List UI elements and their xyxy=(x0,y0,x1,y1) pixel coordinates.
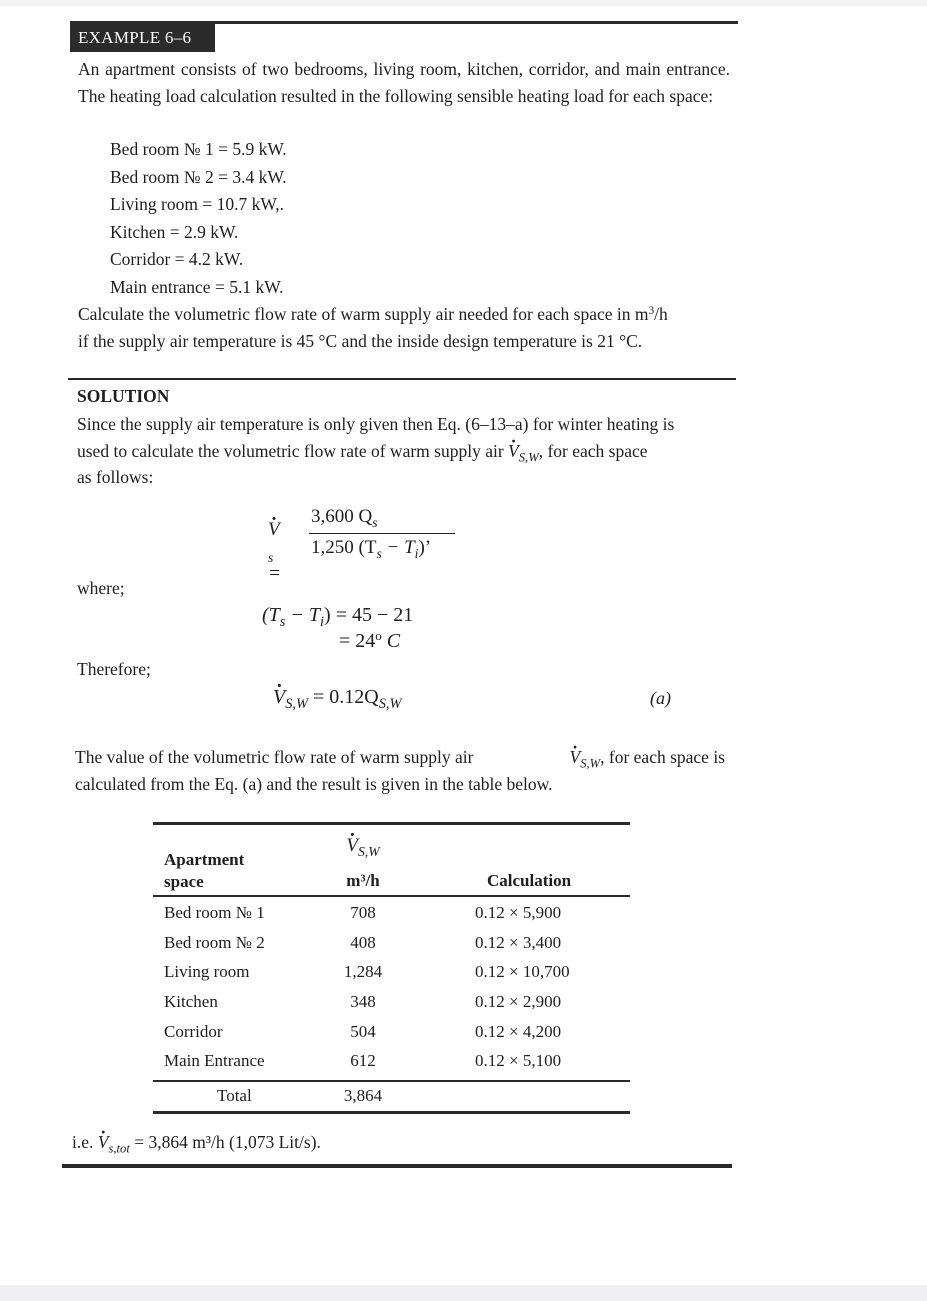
cell-space: Main Entrance xyxy=(164,1051,265,1071)
page-bottom-edge xyxy=(0,1285,927,1301)
cell-calculation: 0.12 × 2,900 xyxy=(475,992,562,1012)
table-row xyxy=(153,958,630,988)
header-calculation: Calculation xyxy=(487,871,572,890)
load-item: Living room = 10.7 kW,. xyxy=(110,194,285,214)
cell-flow: 1,284 xyxy=(343,962,383,982)
header-space: Apartment space xyxy=(164,850,245,891)
bottom-rule xyxy=(62,1164,732,1168)
load-item: Main entrance = 5.1 kW. xyxy=(110,276,284,297)
table-row xyxy=(153,1018,630,1048)
page-top-edge xyxy=(0,0,927,6)
table-header xyxy=(153,825,630,895)
table-body xyxy=(153,897,630,1077)
result-text: The value of the volumetric flow rate of warm supply air · $V_{S,W}$, for each space is calculated from the Eq. (a) and the result is given in the table below. xyxy=(75,744,725,797)
load-item: Bed room № 2 = 3.4 kW. xyxy=(110,166,287,187)
cell-space: Living room xyxy=(164,962,250,982)
example-question: Calculate the volumetric flow rate of warm supply air needed for each space in $m^3/h$ if the supply air temperature is 45 °C and the inside design temperature is 21 °C. xyxy=(78,304,668,351)
where-label: where; xyxy=(77,578,125,598)
load-item: Bed room № 1 = 5.9 kW. xyxy=(110,139,287,159)
header-flow-symbol: · $V_{S,W}$ xyxy=(341,835,385,857)
load-list xyxy=(110,136,510,300)
cell-space: Bed room № 2 xyxy=(164,932,265,952)
equation-3: · $V_{S,W} = 0.12Q_{S,W}$ xyxy=(273,684,402,710)
equation-2: $(T_s - T_i) = 45 - 21$ = $24^o$ C xyxy=(262,604,414,652)
example-intro: An apartment consists of two bedrooms, living room, kitchen, corridor, and main entrance. The heating load calculation resulted in the following sensible heating load for each space: xyxy=(78,59,730,106)
cell-calculation: 0.12 × 3,400 xyxy=(475,932,562,952)
solution-text: Since the supply air temperature is only given then Eq. (6–13–a) for winter heating is used to calculate the volumetric flow rate of warm supply air · $V_{S,W}$, for each space as follows: xyxy=(77,411,727,491)
fraction-bar xyxy=(309,533,455,534)
equation-tag: (a) xyxy=(650,688,671,708)
cell-flow: 408 xyxy=(350,932,376,952)
cell-calculation: 0.12 × 5,900 xyxy=(475,903,562,922)
example-label: EXAMPLE 6–6 xyxy=(70,24,215,52)
table-total-row xyxy=(153,1082,630,1111)
table-row xyxy=(153,988,630,1018)
table-row xyxy=(153,1047,630,1077)
total-label: Total xyxy=(217,1086,252,1106)
solution-heading: SOLUTION xyxy=(77,386,170,406)
table-row xyxy=(153,899,630,929)
therefore-label: Therefore; xyxy=(77,659,151,679)
header-flow-unit: m³/h xyxy=(346,871,380,890)
conclusion: i.e. · $V_{s,tot} = 3,864$ m³/h (1,073 Lit/s). xyxy=(72,1132,321,1153)
cell-space: Bed room № 1 xyxy=(164,903,265,922)
cell-space: Corridor xyxy=(164,1021,223,1041)
results-table xyxy=(153,822,630,1114)
cell-flow: 504 xyxy=(350,1021,376,1041)
solution-rule xyxy=(68,378,736,380)
cell-flow: 348 xyxy=(350,992,376,1012)
total-value: 3,864 xyxy=(343,1086,383,1106)
cell-calculation: 0.12 × 5,100 xyxy=(475,1051,562,1071)
cell-space: Kitchen xyxy=(164,992,218,1012)
cell-calculation: 0.12 × 10,700 xyxy=(475,962,570,982)
table-row xyxy=(153,929,630,959)
cell-flow: 708 xyxy=(350,903,376,922)
table-bottom-rule xyxy=(153,1111,630,1114)
load-item: Corridor = 4.2 kW. xyxy=(110,249,244,269)
cell-flow: 612 xyxy=(350,1051,376,1071)
cell-calculation: 0.12 × 4,200 xyxy=(475,1021,562,1041)
load-item: Kitchen = 2.9 kW. xyxy=(110,221,239,242)
